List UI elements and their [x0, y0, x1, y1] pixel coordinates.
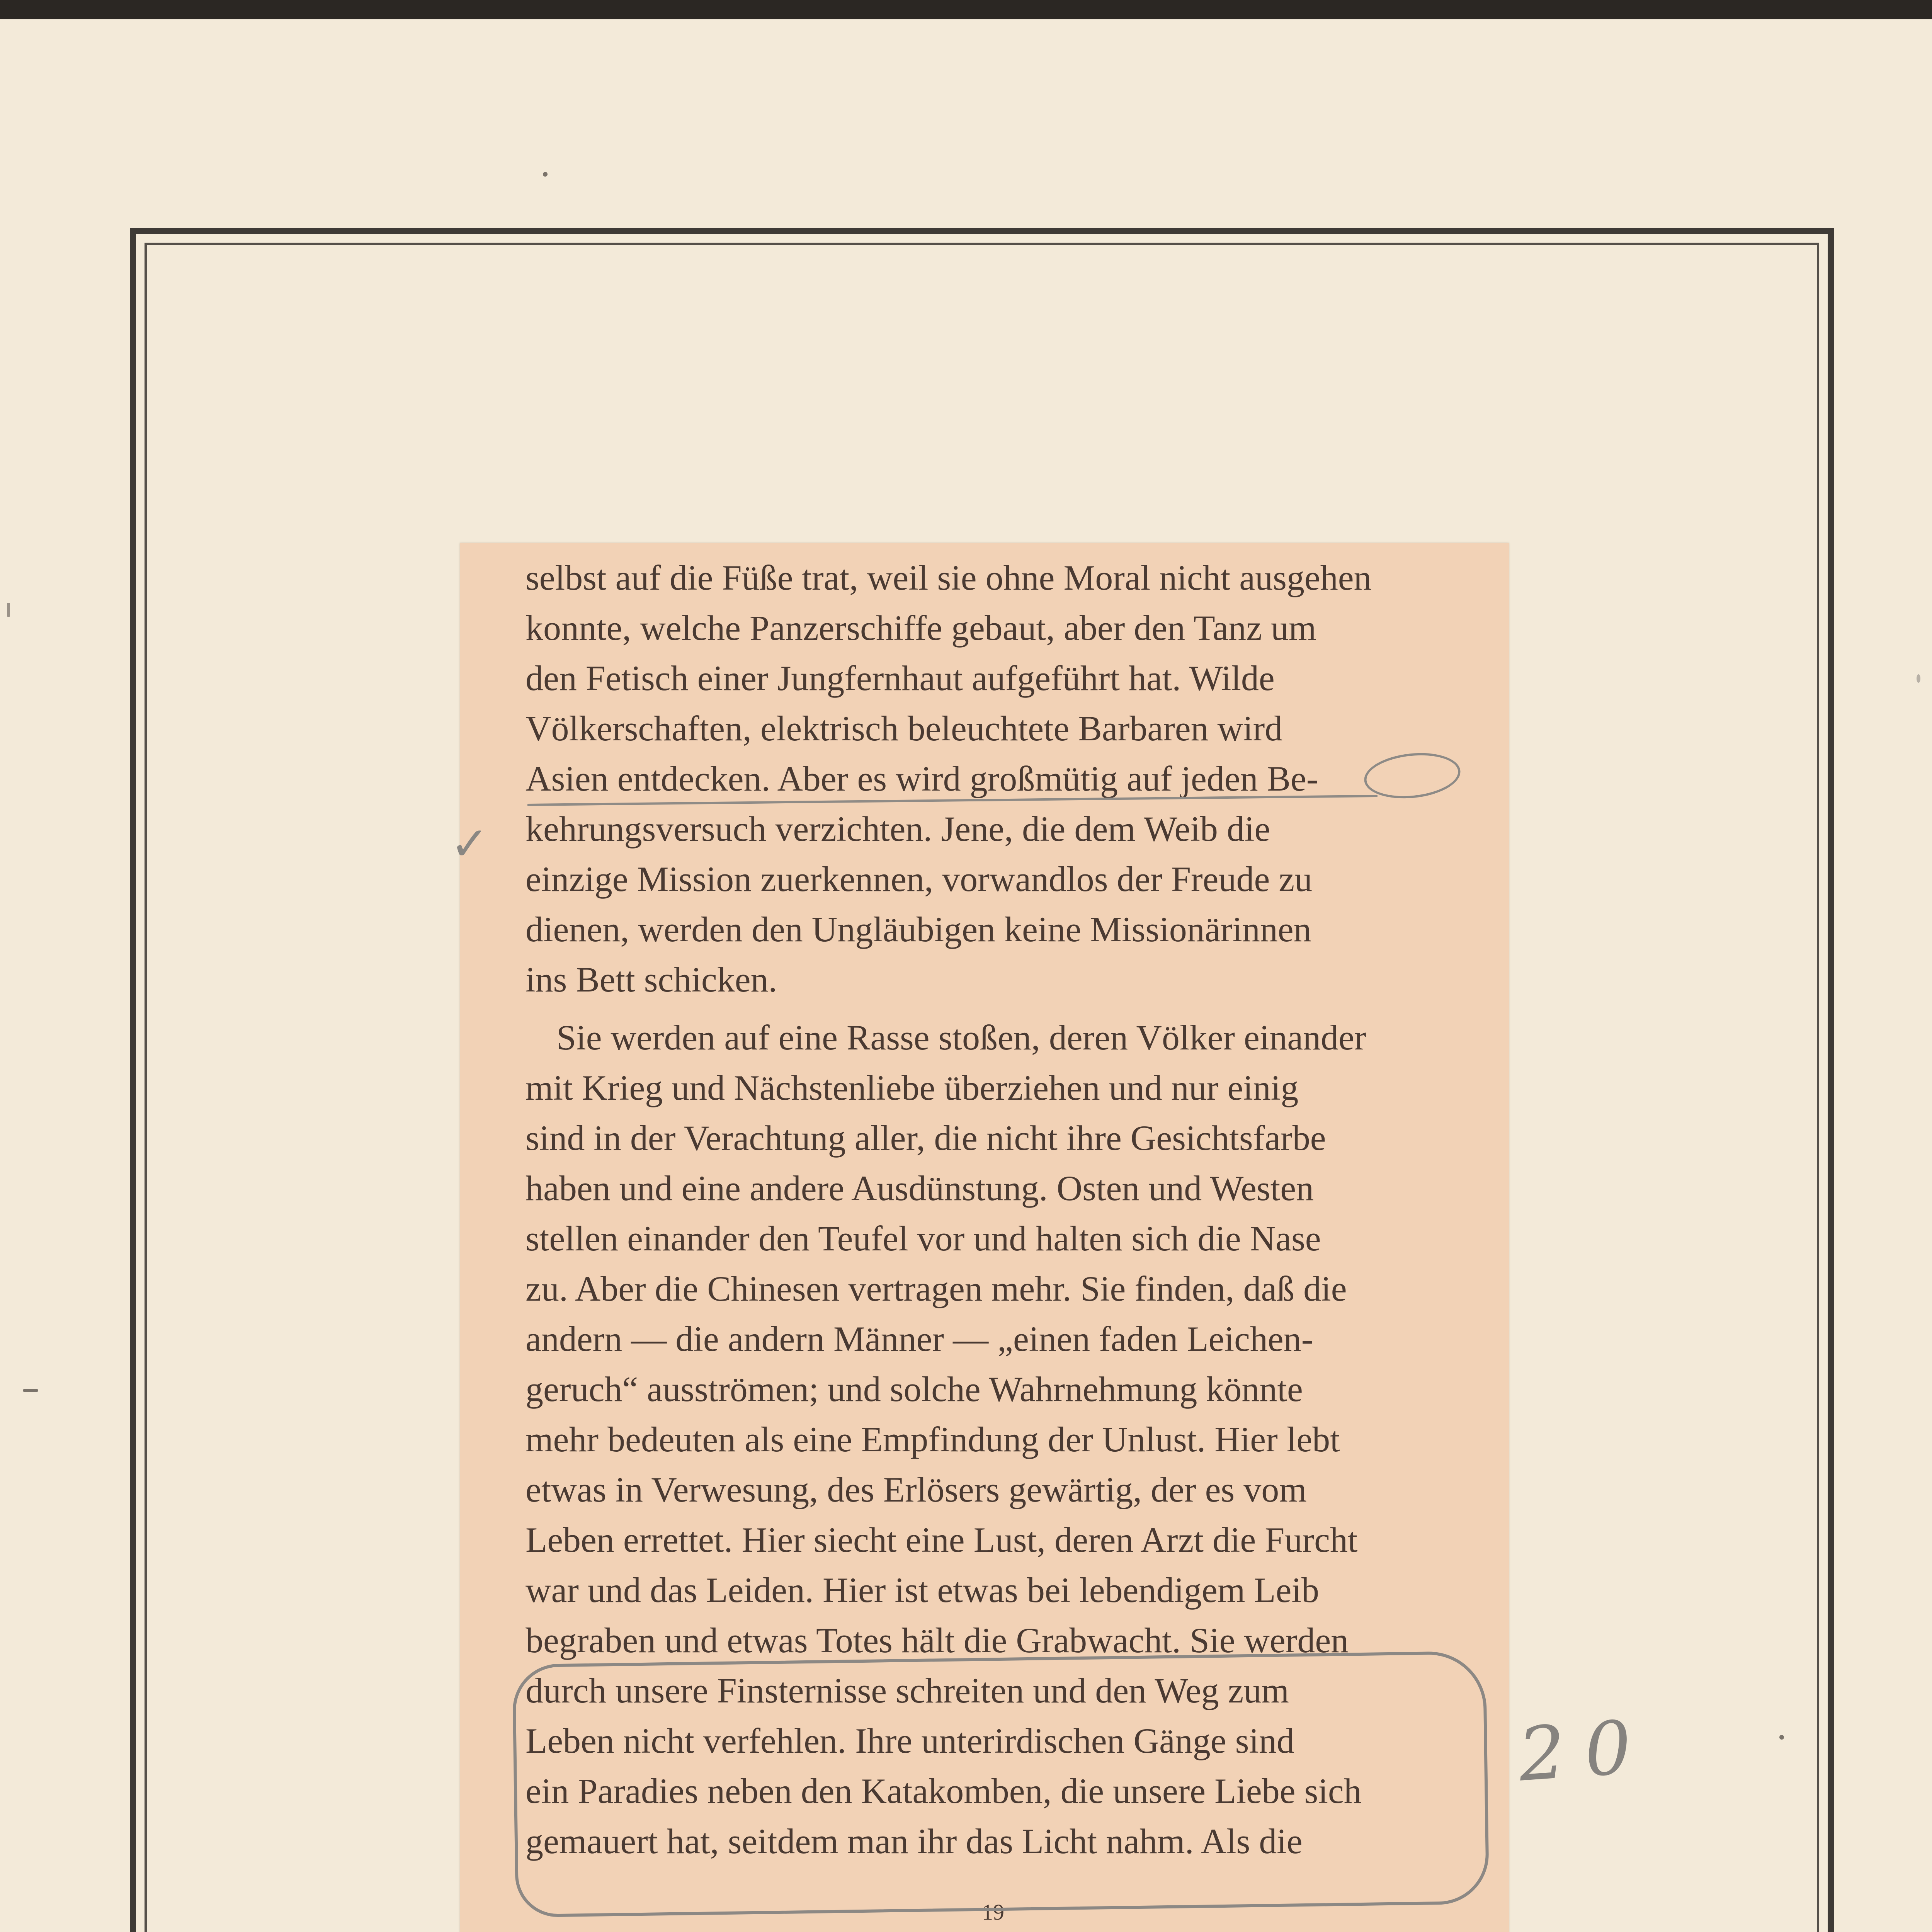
dust-speck	[7, 603, 10, 617]
dust-speck	[543, 172, 548, 177]
scan-edge-top	[0, 0, 1932, 19]
dust-speck	[1779, 1735, 1784, 1740]
dust-speck	[1917, 674, 1920, 683]
page-number: 19	[982, 1900, 1004, 1925]
paragraph-2: Sie werden auf eine Rasse stoßen, deren Völker einander mit Krieg und Nächstenliebe überziehen und nur einig sind in der Verachtung aller, die nicht ihre Gesichtsfarbe haben und eine andere Ausdünstung. Osten und Westen stellen einander den Teufel vor und halten sich die Nase zu. Aber die Chinesen vertragen mehr. Sie finden, daß die andern — die andern Männer — „einen faden Leichen- geruch“ ausströmen; und solche Wahrnehmung könnte mehr bedeuten als eine Empfindung der Unlust. Hier lebt etwas in Verwesung, des Erlösers gewärtig, der es vom Leben errettet. Hier siecht eine Lust, deren Arzt die Furcht war und das Leiden. Hier ist etwas bei lebendigem Leib begraben und etwas Totes hält die Grabwacht. Sie werden durch unsere Finsternisse schreiten und den Weg zum Leben nicht verfehlen. Ihre unterirdischen Gänge sind ein Paradies neben den Katakomben, die unsere Liebe sich gemauert hat, seitdem man ihr das Licht nahm. Als die	[526, 1018, 1366, 1861]
pencil-loop-highlight	[512, 1651, 1490, 1917]
pencil-check-icon: ✓	[450, 817, 489, 871]
handwritten-page-number: 20	[1515, 1703, 1654, 1798]
dust-speck	[23, 1389, 38, 1392]
paragraph-1: selbst auf die Füße trat, weil sie ohne Moral nicht ausgehen konnte, welche Panzerschiffe gebaut, aber den Tanz um den Fetisch einer Jungfernhaut aufgeführt hat. Wilde Völkerschaften, elektrisch beleuchtete Barbaren wird Asien entdecken. Aber es wird großmütig auf jeden Be- kehrungsversuch verzichten. Jene, die dem Weib die einzige Mission zuerkennen, vorwandlos der Freude zu dienen, werden den Ungläubigen keine Missionärinnen ins Bett schicken.	[526, 558, 1372, 999]
